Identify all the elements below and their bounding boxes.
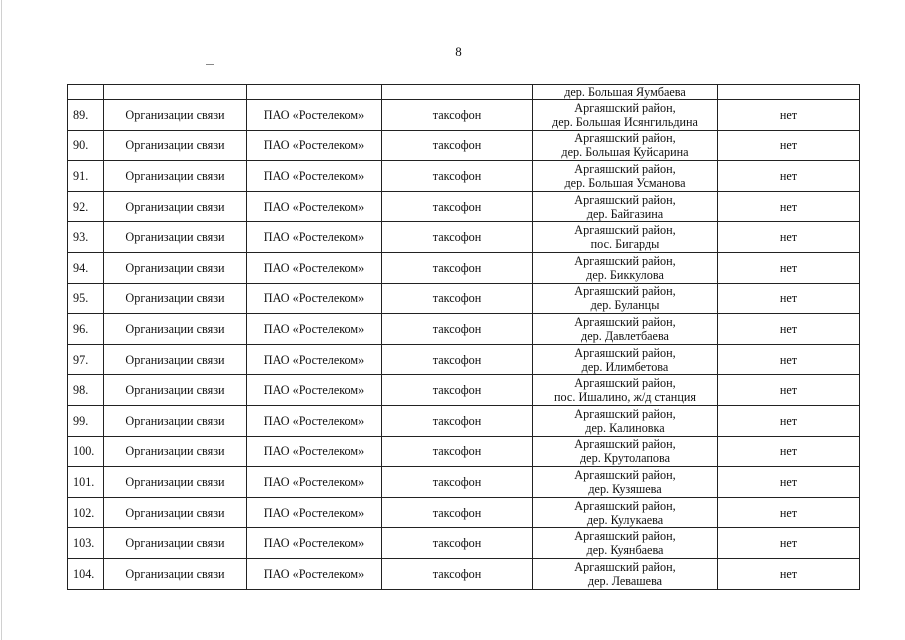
cell-owner xyxy=(247,85,382,100)
cell-num: 102. xyxy=(68,497,104,528)
address-line-1: Аргаяшский район, xyxy=(574,498,676,513)
cell-num: 93. xyxy=(68,222,104,253)
cell-num: 99. xyxy=(68,405,104,436)
cell-type: таксофон xyxy=(382,375,533,406)
cell-address xyxy=(533,497,718,528)
cell-address xyxy=(533,222,718,253)
cell-category: Организации связи xyxy=(104,375,247,406)
cell-category: Организации связи xyxy=(104,283,247,314)
address-line-2: дер. Буланцы xyxy=(590,298,660,313)
cell-num: 98. xyxy=(68,375,104,406)
address-line-1: Аргаяшский район, xyxy=(574,345,676,360)
cell-value: нет xyxy=(718,283,860,314)
cell-type: таксофон xyxy=(382,344,533,375)
cell-owner: ПАО «Ростелеком» xyxy=(247,558,382,589)
cell-num: 103. xyxy=(68,528,104,559)
cell-value: нет xyxy=(718,497,860,528)
cell-address xyxy=(533,344,718,375)
cell-owner: ПАО «Ростелеком» xyxy=(247,528,382,559)
address-line-2: дер. Кулукаева xyxy=(586,512,664,527)
table-row xyxy=(68,191,860,222)
cell-type: таксофон xyxy=(382,283,533,314)
table-row-continuation xyxy=(68,85,860,100)
address-line-1: Аргаяшский район, xyxy=(574,314,676,329)
table-row xyxy=(68,528,860,559)
address-line-1: Аргаяшский район, xyxy=(574,223,676,238)
cell-owner: ПАО «Ростелеком» xyxy=(247,283,382,314)
cell-type: таксофон xyxy=(382,161,533,192)
cell-value: нет xyxy=(718,222,860,253)
address-line-2: дер. Биккулова xyxy=(586,267,664,282)
cell-num: 96. xyxy=(68,314,104,345)
cell-value: нет xyxy=(718,314,860,345)
cell-owner: ПАО «Ростелеком» xyxy=(247,467,382,498)
cell-category xyxy=(104,85,247,100)
cell-address xyxy=(533,405,718,436)
cell-address xyxy=(533,283,718,314)
address-line-2: дер. Крутолапова xyxy=(579,451,670,466)
cell-address xyxy=(533,528,718,559)
cell-type: таксофон xyxy=(382,558,533,589)
cell-num: 90. xyxy=(68,130,104,161)
cell-address xyxy=(533,314,718,345)
cell-category: Организации связи xyxy=(104,405,247,436)
cell-type: таксофон xyxy=(382,436,533,467)
cell-owner: ПАО «Ростелеком» xyxy=(247,344,382,375)
cell-type: таксофон xyxy=(382,405,533,436)
address-line-2: пос. Бигарды xyxy=(590,237,660,252)
table-row xyxy=(68,252,860,283)
cell-category: Организации связи xyxy=(104,222,247,253)
table-row xyxy=(68,436,860,467)
cell-type: таксофон xyxy=(382,467,533,498)
table-row xyxy=(68,100,860,131)
cell-type: таксофон xyxy=(382,100,533,131)
cell-owner: ПАО «Ростелеком» xyxy=(247,314,382,345)
cell-category: Организации связи xyxy=(104,252,247,283)
cell-owner: ПАО «Ростелеком» xyxy=(247,130,382,161)
cell-value: нет xyxy=(718,344,860,375)
cell-num: 104. xyxy=(68,558,104,589)
cell-category: Организации связи xyxy=(104,497,247,528)
address-line-2: пос. Ишалино, ж/д станция xyxy=(554,390,696,405)
address-line-1: Аргаяшский район, xyxy=(574,376,676,391)
cell-address xyxy=(533,161,718,192)
address-line-2: дер. Левашева xyxy=(587,573,663,588)
table-row xyxy=(68,405,860,436)
address-line-1: Аргаяшский район, xyxy=(574,161,676,176)
data-table xyxy=(67,84,860,590)
address-line-1: Аргаяшский район, xyxy=(574,131,676,146)
cell-category: Организации связи xyxy=(104,467,247,498)
cell-num: 91. xyxy=(68,161,104,192)
cell-value: нет xyxy=(718,528,860,559)
cell-value: нет xyxy=(718,100,860,131)
cell-type: таксофон xyxy=(382,222,533,253)
address-line-1: Аргаяшский район, xyxy=(574,467,676,482)
cell-category: Организации связи xyxy=(104,528,247,559)
address-line-2: дер. Большая Исянгильдина xyxy=(552,114,698,129)
cell-type xyxy=(382,85,533,100)
cell-address xyxy=(533,467,718,498)
cell-type: таксофон xyxy=(382,528,533,559)
table-row xyxy=(68,558,860,589)
table-row xyxy=(68,283,860,314)
cell-owner: ПАО «Ростелеком» xyxy=(247,191,382,222)
table-row xyxy=(68,344,860,375)
cell-value: нет xyxy=(718,467,860,498)
cell-type: таксофон xyxy=(382,252,533,283)
page-edge-line xyxy=(1,0,2,640)
address-line-2: дер. Илимбетова xyxy=(581,359,669,374)
cell-category: Организации связи xyxy=(104,100,247,131)
cell-address: дер. Большая Яумбаева xyxy=(533,85,718,100)
cell-owner: ПАО «Ростелеком» xyxy=(247,405,382,436)
address-line-1: Аргаяшский район, xyxy=(574,100,676,115)
address-line-2: дер. Давлетбаева xyxy=(581,328,669,343)
cell-value: нет xyxy=(718,558,860,589)
address-line-2: дер. Большая Куйсарина xyxy=(561,145,689,160)
cell-owner: ПАО «Ростелеком» xyxy=(247,497,382,528)
address-line-2: дер. Куянбаева xyxy=(586,543,664,558)
table-row xyxy=(68,161,860,192)
cell-address xyxy=(533,375,718,406)
cell-owner: ПАО «Ростелеком» xyxy=(247,436,382,467)
table-row xyxy=(68,375,860,406)
cell-category: Организации связи xyxy=(104,191,247,222)
table-row xyxy=(68,467,860,498)
cell-category: Организации связи xyxy=(104,344,247,375)
cell-value: нет xyxy=(718,252,860,283)
cell-category: Организации связи xyxy=(104,436,247,467)
cell-value: нет xyxy=(718,161,860,192)
cell-category: Организации связи xyxy=(104,130,247,161)
cell-num: 92. xyxy=(68,191,104,222)
address-line-2: дер. Калиновка xyxy=(585,420,665,435)
cell-address xyxy=(533,100,718,131)
address-line-1: Аргаяшский район, xyxy=(574,529,676,544)
table-row xyxy=(68,314,860,345)
cell-value: нет xyxy=(718,130,860,161)
address-line-1: Аргаяшский район, xyxy=(574,284,676,299)
cell-num: 97. xyxy=(68,344,104,375)
cell-owner: ПАО «Ростелеком» xyxy=(247,222,382,253)
cell-owner: ПАО «Ростелеком» xyxy=(247,375,382,406)
page-number: 8 xyxy=(455,44,462,59)
cell-num xyxy=(68,85,104,100)
address-line-2: дер. Байгазина xyxy=(586,206,664,221)
cell-type: таксофон xyxy=(382,130,533,161)
cell-num: 100. xyxy=(68,436,104,467)
scan-mark xyxy=(206,64,214,65)
cell-owner: ПАО «Ростелеком» xyxy=(247,161,382,192)
cell-address xyxy=(533,252,718,283)
cell-owner: ПАО «Ростелеком» xyxy=(247,252,382,283)
cell-value: нет xyxy=(718,191,860,222)
table-row xyxy=(68,222,860,253)
cell-owner: ПАО «Ростелеком» xyxy=(247,100,382,131)
address-line-2: дер. Большая Усманова xyxy=(564,175,686,190)
cell-value: нет xyxy=(718,405,860,436)
address-line-1: Аргаяшский район, xyxy=(574,253,676,268)
cell-address xyxy=(533,436,718,467)
cell-type: таксофон xyxy=(382,314,533,345)
address-line-2: дер. Кузяшева xyxy=(588,481,662,496)
cell-address xyxy=(533,191,718,222)
cell-type: таксофон xyxy=(382,497,533,528)
table-row xyxy=(68,497,860,528)
cell-category: Организации связи xyxy=(104,558,247,589)
cell-category: Организации связи xyxy=(104,161,247,192)
cell-type: таксофон xyxy=(382,191,533,222)
cell-address xyxy=(533,130,718,161)
cell-address xyxy=(533,558,718,589)
table-row xyxy=(68,130,860,161)
cell-num: 95. xyxy=(68,283,104,314)
cell-num: 94. xyxy=(68,252,104,283)
cell-num: 89. xyxy=(68,100,104,131)
address-line-1: Аргаяшский район, xyxy=(574,406,676,421)
address-line-1: Аргаяшский район, xyxy=(574,559,676,574)
cell-value: нет xyxy=(718,436,860,467)
cell-value xyxy=(718,85,860,100)
table-body xyxy=(68,85,860,590)
address-line-1: Аргаяшский район, xyxy=(574,192,676,207)
cell-num: 101. xyxy=(68,467,104,498)
address-line-1: Аргаяшский район, xyxy=(574,437,676,452)
cell-value: нет xyxy=(718,375,860,406)
cell-category: Организации связи xyxy=(104,314,247,345)
